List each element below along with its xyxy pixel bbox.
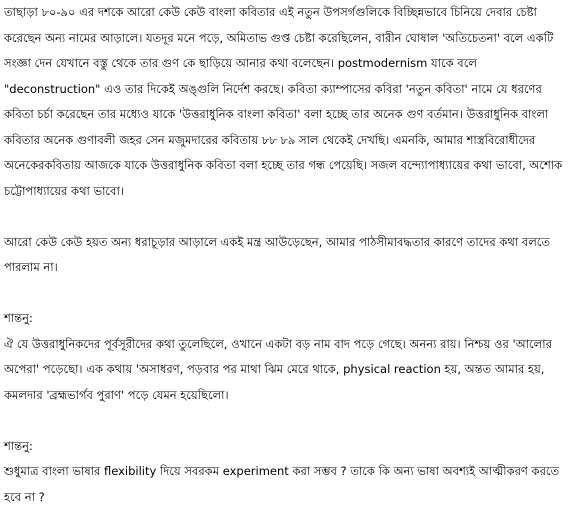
paragraph-3: ঐ যে উত্তরাধুনিকদের পূর্বসূরীদের কথা তুলেছিলে, ওখানে একটা বড় নাম বাদ পড়ে গেছে। অনন্য রায়। নিশ্চয় ওর 'আলোর অপেরা' পড়েছো। এক কথায় 'অসাধরণ, পড়বার পর মাথা ঝিম মেরে থাকে, physical reaction হয়, অন্তত আমার হয়, কমলদার 'ব্রহ্মভার্গব পুরাণ' পড়ে যেমন হয়েছিলো। [4,336,552,402]
document-page [4,0,570,510]
paragraph-1: তাছাড়া ৮০-৯০ এর দশকে আরো কেউ কেউ বাংলা কবিতার এই নতুন উপসর্গগুলিকে বিচ্ছিন্নভাবে চিনিয়ে দেবার চেষ্টা করেছেন অন্য নামের আড়ালে। যতদূর মনে পড়ে, অমিতাভ গুপ্ত চেষ্টা করেছিলেন, বারীন ঘোষাল 'অতিচেতনা' বলে একটি সংজ্ঞা দেন যেখানে বস্তু থেকে তার গুণ কে ছাড়িয়ে আনার কথা বলেছেন। postmodernism যাকে বলে "deconstruction" এও তার দিকেই অঙ্গুলি নির্দেশ করছে। কবিতা ক্যাম্পাসের কবিরা 'নতুন কবিতা' নামে যে ধরণের কবিতা চর্চা করেছেন তার মধ্যেও যাকে 'উত্তরাধুনিক বাংলা কবিতা' বলা হচ্ছে তার অনেক গুণ বর্তমান। উত্তরাধুনিক বাংলা কবিতার অনেক গুণাবলী জহর সেন মজুমদারের কবিতায় ৮৮ ৮৯ সাল থেকেই দেখছি। এমনকি, আমার শাস্ত্রবিরোধীদের অনেকেরকবিতায় আজকে যাকে উত্তরাধুনিক কবিতা বলা হচ্ছে তার গন্ধ পেয়েছি। সজল বন্দ্যোপাধ্যায়ের কথা ভাবো, অশোক চট্টোপাধ্যায়ের কথা ভাবো। [4,5,563,198]
paragraph-spacer [4,408,570,434]
paragraph-spacer [4,204,570,230]
paragraph-spacer [4,281,570,307]
paragraph-4: শুধুমাত্র বাংলা ভাষার flexibility দিয়ে সবরকম experiment করা সম্ভব ? তাকে কি অন্য ভাষা অবশ্যই আত্মীকরণ করতে হবে না ? [4,464,560,504]
speaker-name-2: শান্তনু: [4,438,33,453]
paragraph-2: আরো কেউ কেউ হয়ত অন্য ধরাচূড়ার আড়ালে একই মন্ত্র আউড়েছেন, আমার পাঠসীমাবদ্ধতার কারণে তাদের কথা বলতে পারলাম না। [4,234,551,274]
speaker-name-1: শান্তনু: [4,311,33,325]
